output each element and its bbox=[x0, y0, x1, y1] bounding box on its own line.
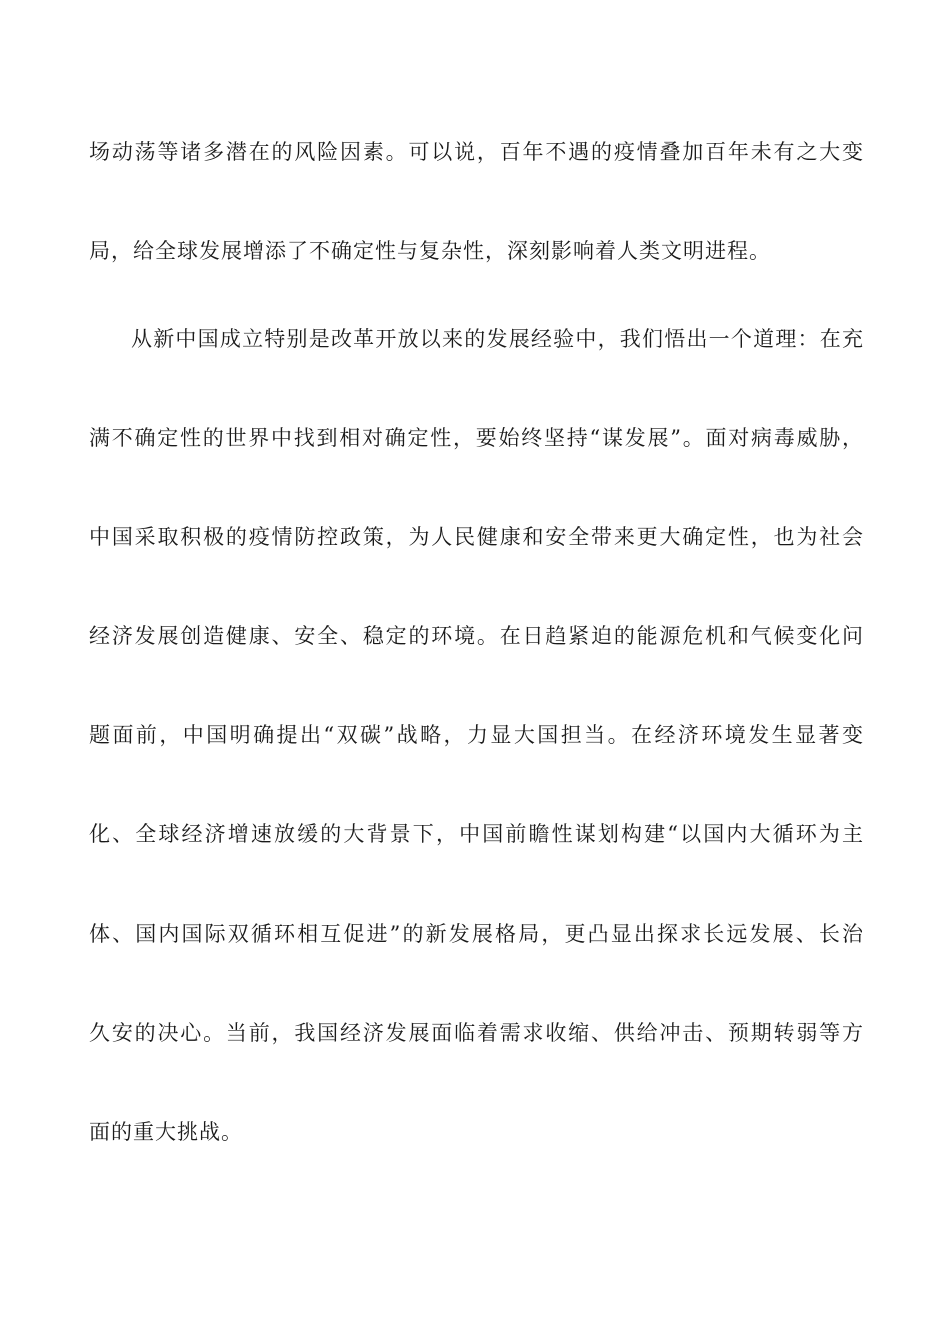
paragraph-2-line-2: 满不确定性的世界中找到相对确定性，要始终坚持“谋发展”。面对病毒威胁， bbox=[89, 426, 864, 450]
paragraph-2-line-8: 久安的决心。当前，我国经济发展面临着需求收缩、供给冲击、预期转弱等方 bbox=[89, 1021, 864, 1045]
paragraph-2-line-5: 题面前，中国明确提出“双碳”战略，力显大国担当。在经济环境发生显著变 bbox=[89, 723, 864, 747]
paragraph-2-line-4: 经济发展创造健康、安全、稳定的环境。在日趋紧迫的能源危机和气候变化问 bbox=[89, 624, 864, 648]
paragraph-2-line-9: 面的重大挑战。 bbox=[89, 1120, 243, 1144]
paragraph-2-line-1: 从新中国成立特别是改革开放以来的发展经验中，我们悟出一个道理：在充 bbox=[131, 327, 864, 351]
paragraph-2-line-6: 化、全球经济增速放缓的大背景下，中国前瞻性谋划构建“以国内大循环为主 bbox=[89, 822, 864, 846]
paragraph-2-line-7: 体、国内国际双循环相互促进”的新发展格局，更凸显出探求长远发展、长治 bbox=[89, 922, 864, 946]
paragraph-2-line-3: 中国采取积极的疫情防控政策，为人民健康和安全带来更大确定性，也为社会 bbox=[89, 525, 864, 549]
paragraph-1-line-2: 局，给全球发展增添了不确定性与复杂性，深刻影响着人类文明进程。 bbox=[89, 239, 771, 263]
paragraph-1-line-1: 场动荡等诸多潜在的风险因素。可以说，百年不遇的疫情叠加百年未有之大变 bbox=[89, 140, 864, 164]
